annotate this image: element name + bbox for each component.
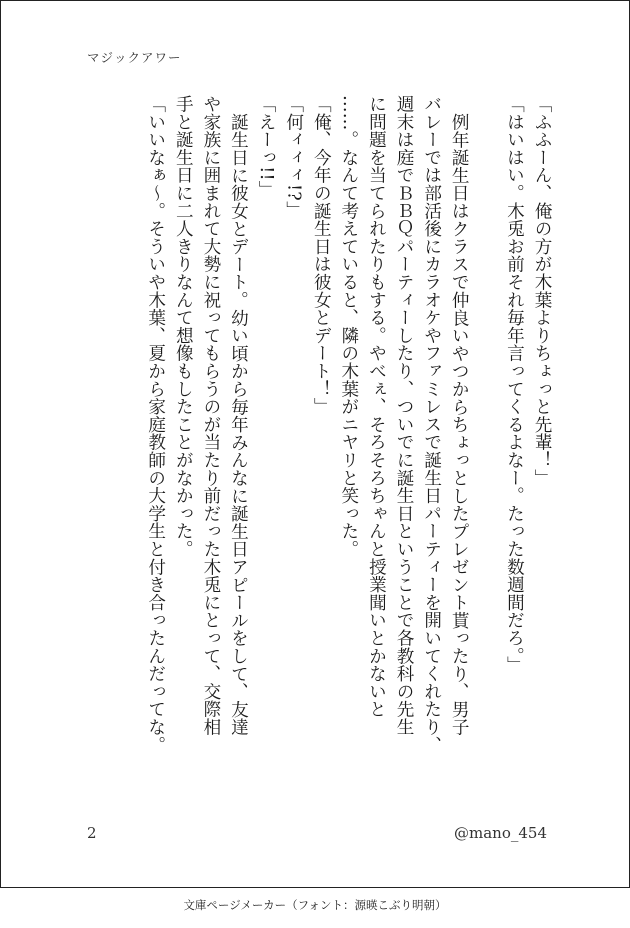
text-line: 「はいはい。木兎お前それ毎年言ってくるよなー。たった数週間だろ。」 xyxy=(504,95,525,674)
text-line: 手と誕生日に二人きりなんて想像もしたことがなかった。 xyxy=(173,95,194,558)
footer-credit: 文庫ページメーカー（フォント：源暎こぶり明朝） xyxy=(183,898,447,912)
author-handle: @mano_454 xyxy=(454,824,547,842)
text-line: 週末は庭でＢＢＱパーティーしたり、ついでに誕生日ということで各教科の先生 xyxy=(394,95,415,736)
text-line: に問題を当てられたりもする。やべぇ、そろそろちゃんと授業聞いとかないと xyxy=(366,95,387,718)
text-line: 「何ィィィ!?」 xyxy=(283,95,304,219)
text-line: や家族に囲まれて大勢に祝ってもらうのが当たり前だった木兎にとって、交際相 xyxy=(200,95,221,736)
blank-line xyxy=(472,95,500,825)
running-title: マジックアワー xyxy=(87,50,182,65)
text-line: 「えーっ!!」 xyxy=(256,95,277,199)
text-line: ……。なんて考えていると、隣の木葉がニヤリと笑った。 xyxy=(338,95,359,558)
body-text xyxy=(141,95,555,825)
page-number: 2 xyxy=(87,824,97,842)
text-line: 「ふふーん、俺の方が木葉よりちょっと先輩！」 xyxy=(532,95,552,487)
text-line: バレーでは部活後にカラオケやファミレスで誕生日パーティーを開いてくれたり、 xyxy=(421,95,442,754)
text-line: 誕生日に彼女とデート。幼い頃から毎年みんなに誕生日アピールをして、友達 xyxy=(228,112,249,736)
text-line: 「俺、今年の誕生日は彼女とデート！」 xyxy=(311,95,332,416)
text-line: 例年誕生日はクラスで仲良いやつからちょっとしたプレゼント貰ったり、男子 xyxy=(449,112,470,736)
text-line: 「いいなぁ〜。そういや木葉、夏から家庭教師の大学生と付き合ったんだってな。 xyxy=(145,95,166,754)
